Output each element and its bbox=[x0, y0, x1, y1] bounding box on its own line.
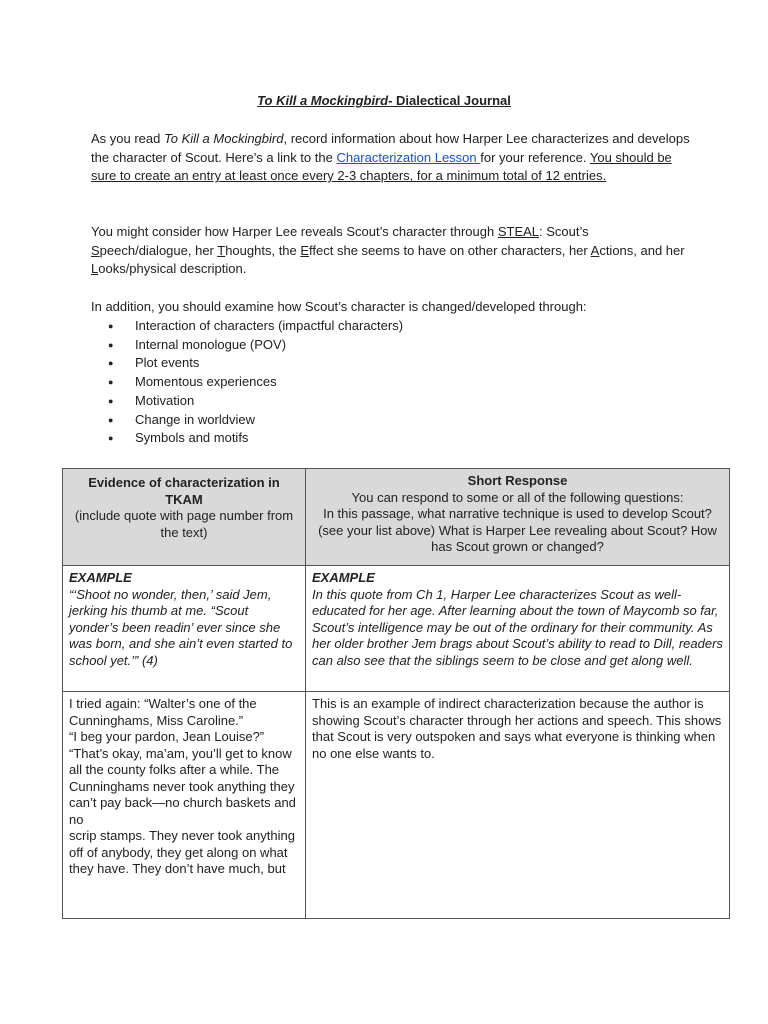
development-list bbox=[108, 317, 403, 448]
journal-table bbox=[62, 468, 730, 919]
title-rest: - Dialectical Journal bbox=[388, 93, 511, 108]
intro-paragraph-3: In addition, you should examine how Scout’s character is changed/developed through: bbox=[91, 299, 587, 314]
title-book: To Kill a Mockingbird bbox=[257, 93, 389, 108]
entry-quote-line: they have. They don’t have much, but bbox=[69, 861, 286, 876]
intro-text: ooks/physical description. bbox=[98, 261, 247, 277]
steal-letter: A bbox=[590, 242, 600, 258]
entry-quote-line: scrip stamps. They never took anything off of anybody, they get along on what bbox=[69, 828, 295, 860]
header-evidence-title: Evidence of characterization in TKAM bbox=[88, 475, 280, 507]
steal-letter: T bbox=[217, 242, 226, 258]
characterization-lesson-link[interactable]: Characterization Lesson bbox=[336, 149, 481, 165]
list-item: ● Plot events bbox=[108, 354, 403, 373]
example-label: EXAMPLE bbox=[69, 570, 132, 585]
list-item: ● Motivation bbox=[108, 392, 403, 411]
example-response-cell[interactable] bbox=[306, 566, 730, 692]
header-response-questions: In this passage, what narrative technique is used to develop Scout? (see your list above) What is Harper Lee revealing about Scout? How has Scout grown or changed? bbox=[318, 506, 717, 554]
list-item: ● Interaction of characters (impactful characters) bbox=[108, 317, 403, 336]
example-evidence-cell[interactable] bbox=[63, 566, 306, 692]
entry-quote-line: “That’s okay, ma’am, you’ll get to know all the county folks after a while. The bbox=[69, 745, 292, 777]
header-response-line: You can respond to some or all of the following questions: bbox=[351, 489, 684, 505]
journal-entry-row bbox=[63, 692, 730, 919]
table-header-row bbox=[63, 469, 730, 566]
entry-quote-line: I tried again: “Walter’s one of the Cunninghams, Miss Caroline.” bbox=[69, 696, 257, 728]
document-title bbox=[0, 93, 768, 109]
intro-text: for your reference. bbox=[480, 149, 590, 165]
list-item: ● Symbols and motifs bbox=[108, 429, 403, 448]
header-evidence-cell bbox=[63, 469, 306, 566]
header-evidence-subtitle: (include quote with page number from the text) bbox=[74, 508, 294, 540]
header-response-cell bbox=[306, 469, 730, 566]
header-response-title: Short Response bbox=[467, 473, 568, 488]
intro-text: houghts, the bbox=[225, 242, 301, 258]
example-response: In this quote from Ch 1, Harper Lee characterizes Scout as well-educated for her age. After learning about the town of Maycomb so far, Scout’s intelligence may be out of the ordinary for their community. As her older brother Jem brags about Scout’s ability to read to Dill, readers can also see that the siblings seem to be close and get along well. bbox=[312, 586, 723, 668]
entry-quote-line: “I beg your pardon, Jean Louise?” bbox=[69, 729, 265, 744]
example-label: EXAMPLE bbox=[312, 570, 375, 585]
entry-response: This is an example of indirect characterization because the author is showing Scout’s character through her actions and speech. This shows that Scout is very outspoken and says what everyone is thinking when no one else wants to. bbox=[312, 696, 722, 761]
steal-letter: E bbox=[300, 242, 310, 258]
intro-paragraph-2 bbox=[91, 223, 691, 279]
intro-text: peech/dialogue, her bbox=[99, 242, 218, 258]
entry-evidence-cell[interactable] bbox=[63, 692, 306, 919]
steal-letter: L bbox=[91, 261, 99, 277]
intro-text: : Scout’s bbox=[539, 224, 589, 239]
entry-requirement: You should be sure to create an entry at least once every 2-3 chapters, for a minimum total of 12 entries. bbox=[91, 149, 672, 184]
intro-paragraph-1 bbox=[91, 130, 691, 186]
intro-text: You might consider how Harper Lee reveals Scout’s character through bbox=[91, 224, 498, 239]
intro-text: ffect she seems to have on other characters, her bbox=[309, 242, 591, 258]
example-row bbox=[63, 566, 730, 692]
entry-response-cell[interactable] bbox=[306, 692, 730, 919]
list-item: ● Momentous experiences bbox=[108, 373, 403, 392]
steal-letter: S bbox=[91, 242, 100, 258]
intro-text: ctions, and her bbox=[599, 242, 685, 258]
entry-quote-line: Cunninghams never took anything they can’t pay back—no church baskets and no bbox=[69, 778, 296, 827]
example-quote: “‘Shoot no wonder, then,’ said Jem, jerking his thumb at me. “Scout yonder’s been readin’ ever since she was born, and she ain’t even started to school yet.’” (4) bbox=[69, 586, 293, 668]
steal-acronym: STEAL bbox=[497, 224, 540, 239]
list-item: ● Change in worldview bbox=[108, 411, 403, 430]
intro-text: As you read bbox=[91, 131, 164, 146]
intro-book-title: To Kill a Mockingbird bbox=[164, 131, 284, 146]
intro-text: , record information about how Harper Lee characterizes and develops the character of Scout. Here’s a link to the bbox=[91, 131, 690, 165]
list-item: ● Internal monologue (POV) bbox=[108, 336, 403, 355]
